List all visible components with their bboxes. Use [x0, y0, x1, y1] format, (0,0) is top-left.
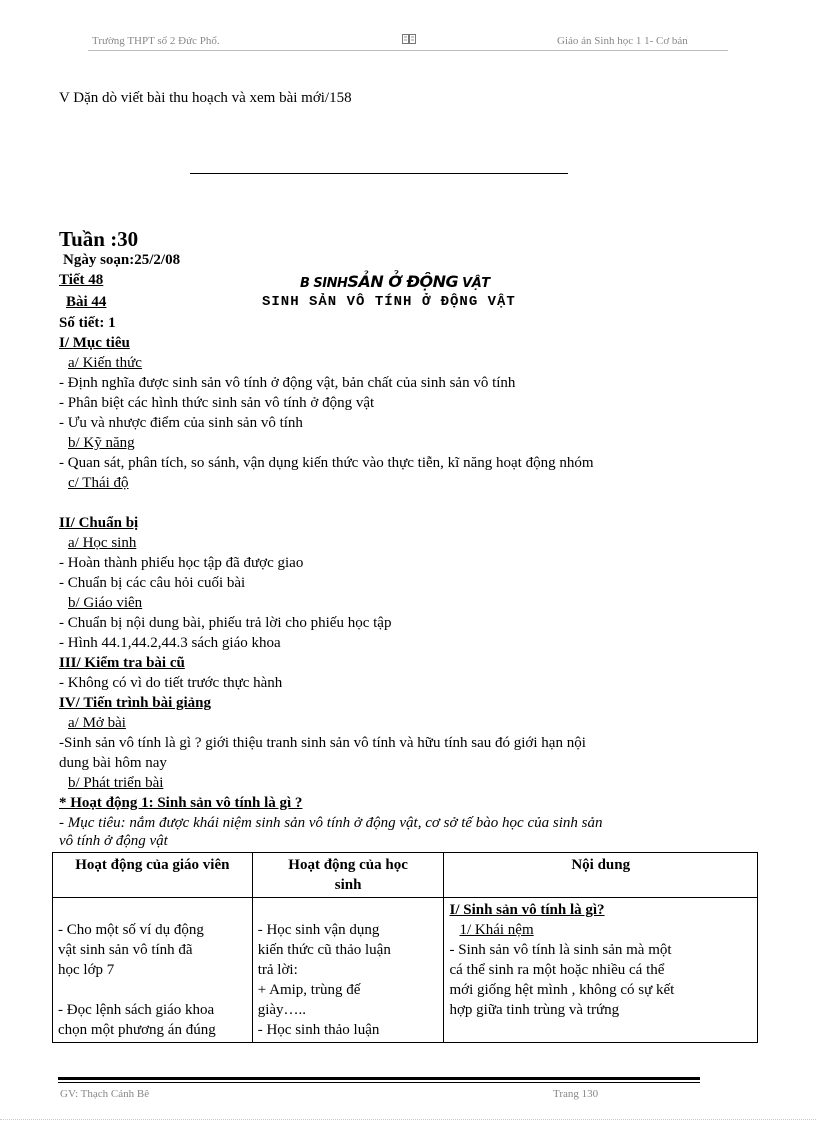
separator-line	[190, 173, 568, 174]
cell-line: - Học sinh vận dụng	[257, 922, 380, 938]
footer-author: GV: Thạch Cảnh Bê	[60, 1088, 150, 1100]
cell-line: - Sinh sản vô tính là sinh sản mà một	[449, 942, 672, 958]
sub-teacher: b/ Giáo viên	[68, 595, 143, 611]
book-icon	[402, 34, 416, 44]
period-label: Tiết 48	[59, 272, 104, 288]
cell-line: - Học sinh thảo luận	[257, 1022, 380, 1038]
knowledge-item: - Ưu và nhược điểm của sinh sản vô tính	[59, 415, 303, 431]
chapter-suffix: VẬT	[458, 276, 490, 291]
chapter-banner	[300, 272, 490, 291]
week-label: Tuần :30	[59, 227, 139, 251]
footer-rule	[58, 1077, 700, 1080]
header-subject: Giáo án Sinh học 1 1- Cơ bản	[557, 35, 688, 47]
footer-rule-thin	[58, 1082, 700, 1083]
section-process: IV/ Tiến trình bài giảng	[59, 695, 211, 711]
prep-item: - Chuẩn bị các câu hỏi cuối bài	[59, 575, 246, 591]
num-periods: Số tiết: 1	[59, 315, 116, 331]
cell-line	[258, 900, 439, 920]
prep-item: - Hình 44.1,44.2,44.3 sách giáo khoa	[59, 635, 281, 651]
section-objectives: I/ Mục tiêu	[59, 335, 130, 351]
page-bottom-border	[0, 1119, 816, 1120]
cell-line: học lớp 7	[58, 962, 115, 978]
cell-line: chọn một phương án đúng	[58, 1022, 216, 1038]
cell-line: kiến thức cũ thảo luận	[257, 942, 391, 958]
sub-skills: b/ Kỹ năng	[68, 435, 135, 451]
knowledge-item: - Phân biệt các hình thức sinh sản vô tính ở động vật	[59, 395, 375, 411]
cell-teacher	[53, 898, 253, 1043]
cell-line: vật sinh sản vô tính đã	[58, 942, 193, 958]
lesson-number: Bài 44	[66, 294, 107, 310]
section-preparation: II/ Chuẩn bị	[59, 515, 139, 531]
activity-title: * Hoạt động 1: Sinh sản vô tính là gì ?	[59, 795, 303, 811]
cell-line: mới giống hệt mình , không có sự kết	[449, 982, 675, 998]
table-row	[53, 898, 758, 1043]
homework-note: V Dặn dò viết bài thu hoạch và xem bài mới/158	[59, 90, 352, 106]
content-title: I/ Sinh sản vô tính là gì?	[449, 902, 605, 918]
chapter-prefix: B SINH	[300, 276, 348, 291]
cell-line: - Đọc lệnh sách giáo khoa	[58, 1002, 215, 1018]
cell-line: trả lời:	[257, 962, 298, 978]
table-header-row	[53, 853, 758, 898]
opening-text: -Sinh sản vô tính là gì ? giới thiệu tranh sinh sản vô tính và hữu tính sau đó giới hạn nội	[59, 735, 586, 751]
cell-line: cá thể sinh ra một hoặc nhiều cá thể	[449, 962, 665, 978]
skills-item: - Quan sát, phân tích, so sánh, vận dụng kiến thức vào thực tiễn, kĩ năng hoạt động nhóm	[59, 455, 594, 471]
cell-content	[444, 898, 758, 1043]
date-label: Ngày soạn:25/2/08	[63, 252, 181, 268]
review-item: - Không có vì do tiết trước thực hành	[59, 675, 283, 691]
opening-text: dung bài hôm nay	[59, 755, 167, 771]
sub-develop: b/ Phát triển bài	[68, 775, 164, 791]
sub-students: a/ Học sinh	[68, 535, 137, 551]
sub-attitude: c/ Thái độ	[68, 475, 129, 491]
col-header-student	[252, 853, 444, 898]
cell-line	[58, 980, 247, 1000]
col-header-content: Nội dung	[444, 853, 758, 898]
sub-knowledge: a/ Kiến thức	[68, 355, 142, 371]
col-header-student-l1: Hoạt động của học	[288, 857, 408, 873]
prep-item: - Chuẩn bị nội dung bài, phiếu trả lời cho phiếu học tập	[59, 615, 392, 631]
knowledge-item: - Định nghĩa được sinh sản vô tính ở động vật, bản chất của sinh sản vô tính	[59, 375, 516, 391]
col-header-student-l2: sinh	[334, 877, 362, 893]
prep-item: - Hoàn thành phiếu học tập đã được giao	[59, 555, 304, 571]
activity-aim: vô tính ở động vật	[59, 833, 168, 849]
lesson-plan-table	[52, 852, 758, 1043]
content-subtitle: 1/ Khái nệm	[459, 922, 534, 938]
header-rule	[88, 50, 728, 51]
cell-line	[58, 900, 247, 920]
chapter-word-1: SẢN	[347, 272, 384, 291]
activity-aim: - Mục tiêu: nắm được khái niệm sinh sản vô tính ở động vật, cơ sở tế bào học của sinh sản	[59, 815, 603, 831]
chapter-mid: Ở	[383, 272, 407, 291]
col-header-teacher: Hoạt động của giáo viên	[53, 853, 253, 898]
cell-line: - Cho một số ví dụ động	[58, 922, 204, 938]
section-review: III/ Kiểm tra bài cũ	[59, 655, 185, 671]
chapter-word-2: ĐỘNG	[406, 272, 459, 291]
cell-line: hợp giữa tinh trùng và trứng	[449, 1002, 620, 1018]
lesson-title: SINH SẢN VÔ TÍNH Ở ĐỘNG VẬT	[262, 294, 516, 310]
sub-opening: a/ Mở bài	[68, 715, 126, 731]
cell-line: giày…..	[257, 1002, 307, 1018]
header-school: Trường THPT số 2 Đức Phổ.	[92, 35, 220, 47]
footer-page: Trang 130	[553, 1088, 599, 1100]
cell-line: + Amip, trùng đế	[257, 982, 361, 998]
cell-student	[252, 898, 444, 1043]
